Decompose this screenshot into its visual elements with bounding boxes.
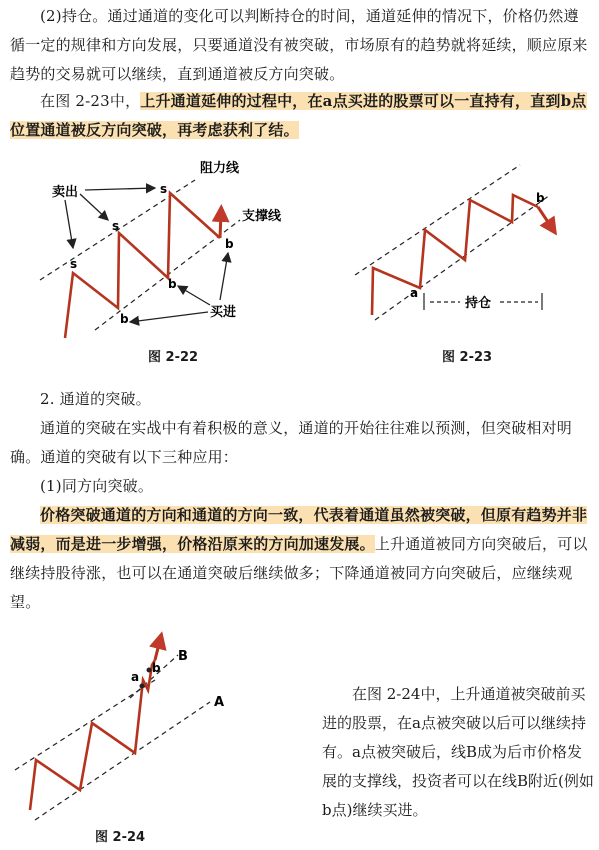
figure-2-22 [0,150,300,350]
paragraph-prefix: 在图 2-23中， [40,92,141,110]
label-buy: 买进 [210,305,237,320]
line-A [35,702,210,820]
label-A: A [214,695,225,710]
caption-fig22: 图 2-22 [148,350,199,365]
price-line [65,193,220,338]
buy-arrow-1 [130,312,208,322]
price-arrow [220,213,221,238]
caption-fig24: 图 2-24 [95,830,146,845]
paragraph-fig23-explain [10,87,592,145]
paragraph-same-direction [10,501,592,617]
point-b [147,668,152,673]
paragraph-rest: 上升通道被同方向突破后，可以继续持股待涨，也可以在通道突破后继续做多；下降通道被同方向突破后，应继续观望。 [10,535,588,611]
label-support: 支撑线 [242,209,282,224]
buy-arrow-2 [178,286,210,305]
sell-arrow-2 [80,194,108,220]
label-sell: 卖出 [52,185,79,200]
highlighted-text: 上升通道延伸的过程中，在a点买进的股票可以一直持有，直到b点位置通道被反方向突破，再考虑获利了结。 [10,92,587,139]
price-arrow [538,207,552,228]
highlighted-text: 价格突破通道的方向和通道的方向一致，代表着通道虽然被突破，但原有趋势并非减弱，而是进一步增强，价格沿原来的方向加速发展。 [10,506,588,553]
paragraph-breakout: 通道的突破在实战中有着积极的意义，通道的开始往往难以预测，但突破相对明确。通道的突破有以下三种应用： [10,419,573,466]
label-a: a [410,286,419,300]
label-B: B [178,649,188,664]
caption-fig23: 图 2-23 [442,350,493,365]
price-arrow [155,640,160,660]
figure-2-23 [300,150,599,350]
paragraph-holding: (2)持仓。通过通道的变化可以判断持仓的时间，通道延伸的情况下，价格仍然遵循一定的规律和方向发展，只要通道没有被突破，市场原有的趋势就将延续，顺应原来趋势的交易就可以继续，直到通道被反方向突破。 [10,7,588,83]
price-line [372,195,538,315]
fig24-description: 在图 2-24中，上升通道被突破前买进的股票，在a点被突破以后可以继续持有。a点被突破后，线B成为后市价格发展的支撑线，投资者可以在线B附近(例如b点)继续买进。 [322,685,594,819]
label-b2: b [168,277,177,291]
label-s1: s [70,257,78,271]
section-title: 2. 通道的突破。 [40,390,151,408]
label-s2: s [112,219,120,233]
label-resistance: 阻力线 [200,161,240,176]
point-a [140,684,145,689]
label-b: b [536,191,545,205]
channel-upper-line [355,165,520,275]
sell-arrow-1 [65,200,73,248]
label-b: b [152,661,161,675]
label-a: a [131,670,140,684]
figure-2-24 [0,630,310,820]
label-b1: b [120,312,129,326]
paragraph-same-direction-title: (1)同方向突破。 [40,477,154,495]
label-hold: 持仓 [465,296,492,311]
label-b3: b [225,237,234,251]
label-s3: s [160,182,168,196]
sell-arrow-3 [85,188,155,190]
buy-arrow-3 [220,253,228,300]
